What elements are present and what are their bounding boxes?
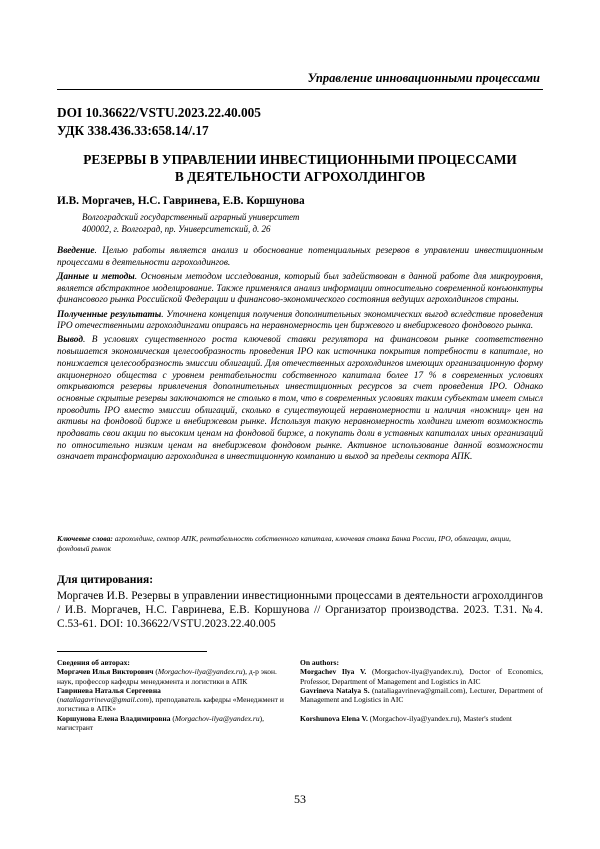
introduction-text: . Целью работы является анализ и обоснование потенциальных резервов в управлении инвестиционным процессами в деятельности агрохолдингов. xyxy=(57,246,543,268)
doi-line: DOI 10.36622/VSTU.2023.22.40.005 xyxy=(57,105,261,120)
author-ru-2-name: Гавринева Наталья Сергеевна xyxy=(57,685,161,695)
abstract-results xyxy=(57,310,543,333)
author-ru-1-desc: , д-р экон. наук, профессор кафедры менеджмента и логистики в АПК xyxy=(57,667,277,686)
author-en-2-name: Gavrineva Natalya S. xyxy=(300,685,370,695)
citation-text: Моргачев И.В. Резервы в управлении инвестиционными процессами в деятельности агрохолдингов / И.В. Моргачев, Н.С. Гавринева, Е.В. Коршунова // Организатор производства. 2023. Т.31. №4. С.53-61. DOI: 10.36622/VSTU.2023.22.40.005 xyxy=(57,590,543,631)
authors-info-en-heading: On authors: xyxy=(300,658,339,667)
keywords-label: Ключевые слова: xyxy=(57,534,113,543)
header-divider xyxy=(57,89,543,90)
abstract-methods xyxy=(57,272,543,307)
article-title-line-1: РЕЗЕРВЫ В УПРАВЛЕНИИ ИНВЕСТИЦИОННЫМИ ПРОЦЕССАМИ xyxy=(83,152,517,167)
authors-info-ru-heading: Сведения об авторах: xyxy=(57,658,130,667)
results-label: Полученные результаты xyxy=(57,309,162,320)
abstract-conclusion xyxy=(57,335,543,464)
author-en-1-desc: (Morgachov-ilya@yandex.ru), Doctor of Economics, Professor, Department of Management and Logistics in AIC xyxy=(300,667,543,686)
methods-text: . Основным методом исследования, который был задействован в данной работе для микроуровня, является абстрактное моделирование. Также применялся анализ информации относительно современной конъюнктуры финансового рынка Российской Федерации и финансово-экономического состояния ведущих агрохолдингов страны. xyxy=(57,271,544,306)
author-ru-1-name: Моргачев Илья Викторович xyxy=(57,667,154,677)
authors-info-ru xyxy=(57,658,287,732)
author-affiliation xyxy=(82,212,299,235)
author-ru-3-name: Коршунова Елена Владимировна xyxy=(57,713,171,723)
author-en-2-desc: (nataliagavrineva@gmail.com), Lecturer, Department of Management and Logistics in AIC xyxy=(300,685,543,705)
author-en-1-name: Morgachev Ilya V. xyxy=(300,667,367,677)
author-ru-3-email: Morgachov-ilya@yandex.ru xyxy=(174,713,260,723)
affiliation-address: 400002, г. Волгоград, пр. Университетский, д. 26 xyxy=(82,223,271,234)
results-text: . Уточнена концепция получения дополнительных экономических выгод вследствие проведения IPO отечественными агрохолдингами опираясь на неравномерность цен биржевого и внебиржевого фондового рынка. xyxy=(57,309,543,332)
conclusion-label: Вывод xyxy=(57,335,83,346)
author-info-en-3 xyxy=(300,714,543,723)
article-title-line-2: В ДЕЯТЕЛЬНОСТИ АГРОХОЛДИНГОВ xyxy=(174,169,426,184)
citation-heading: Для цитирования: xyxy=(57,574,154,586)
author-info-ru-1: Моргачев Илья Викторович (Morgachov-ilya@yandex.ru), д-р экон. наук, профессор кафедры менеджмента и логистики в АПК xyxy=(57,667,277,686)
author-en-3-name: Korshunova Elena V. xyxy=(300,713,368,723)
introduction-label: Введение xyxy=(57,246,95,256)
doi-block xyxy=(57,104,261,140)
article-authors: И.В. Моргачев, Н.С. Гавринева, Е.В. Коршунова xyxy=(57,195,305,207)
author-ru-2-email: nataliagavrineva@gmail.com xyxy=(59,695,150,705)
abstract-introduction xyxy=(57,246,543,269)
article-title xyxy=(60,151,540,185)
author-ru-2-desc: ), преподаватель кафедры «Менеджмент и логистика в АПК» xyxy=(57,695,284,714)
footnote-divider xyxy=(57,651,207,652)
keywords xyxy=(57,534,543,554)
udc-line: УДК 338.436.33:658.14/.17 xyxy=(57,123,209,138)
journal-section-title: Управление инновационными процессами xyxy=(307,71,540,85)
author-en-3-desc: (Morgachov-ilya@yandex.ru), Master's student xyxy=(367,713,513,723)
authors-info-en xyxy=(300,658,543,723)
affiliation-university: Волгоградский государственный аграрный университет xyxy=(82,212,300,222)
author-info-ru-2: Гавринева Наталья Сергеевна (nataliagavrineva@gmail.com), преподаватель кафедры «Менеджмент и логистика в АПК» xyxy=(57,685,284,714)
author-info-en-1 xyxy=(300,667,543,686)
conclusion-text: . В условиях существенного роста ключевой ставки регулятора на финансовом рынке соответственно повышается экономическая целесообразность проведения IPO как источника покрытия потребности в капитале, но понижается целесообразность эмиссии облигаций. Для отечественных агрохолдингов имеющих организационную форму акционерного общества с уровнем рентабельности собственного капитала более 17 % в современных условиях открываются резервы привлечения дополнительных инвестиционных ресурсов за счет проведения IPO. Однако основные скрытые резервы заключаются не столько в том, что в современных условиях таким субъектам имеет смысл проводить IPO вместо эмиссии облигаций, сколько в существующей неравномерности и наличия «ножниц» цен на активы на фондовой бирже и внебиржевом рынке. Используя такую неравномерность холдинги имеют возможность продавать свои акции по высоким ценам на фондовой бирже, а покупать доли в уставных капиталах иных организаций по относительно низким ценам на внебиржевом фондовом рынке. Активное использование данной возможности означает трансформацию агрохолдинга в инвестиционную компанию и выход за пределы сектора АПК. xyxy=(57,335,543,463)
author-info-en-2 xyxy=(300,686,543,705)
keywords-text: агрохолдинг, сектор АПК, рентабельность собственного капитала, ключевая ставка Банка России, IPO, облигации, акции, фондовый рынок xyxy=(57,534,511,553)
author-ru-1-email: Morgachov-ilya@yandex.ru xyxy=(157,667,243,677)
methods-label: Данные и методы xyxy=(57,271,135,282)
abstract xyxy=(57,246,543,467)
author-ru-3-desc: ), магистрант xyxy=(57,713,264,733)
author-info-ru-3: Коршунова Елена Владимировна (Morgachov-ilya@yandex.ru), магистрант xyxy=(57,713,264,733)
page-number: 53 xyxy=(294,792,306,806)
